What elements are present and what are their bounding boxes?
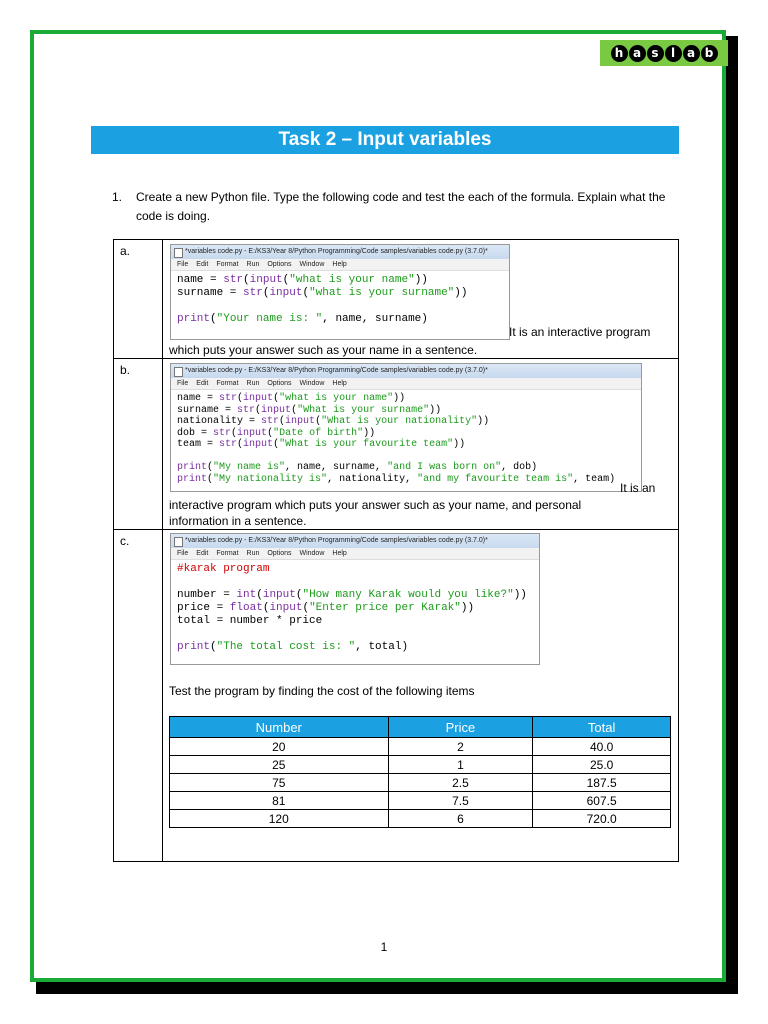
cell-price: 2 bbox=[388, 738, 533, 756]
window-titlebar bbox=[171, 534, 539, 548]
menu-run: Run bbox=[246, 550, 260, 557]
cell-number: 20 bbox=[170, 738, 389, 756]
menu-help: Help bbox=[332, 261, 347, 268]
menu-bar bbox=[171, 548, 539, 560]
menu-options: Options bbox=[267, 550, 292, 557]
table-row bbox=[170, 738, 671, 756]
cell-number: 75 bbox=[170, 774, 389, 792]
menu-bar bbox=[171, 378, 641, 390]
table-header-row bbox=[170, 717, 671, 738]
cell-total: 25.0 bbox=[533, 756, 671, 774]
menu-format: Format bbox=[216, 380, 239, 387]
logo-letter: l bbox=[665, 45, 682, 62]
answer-a-line: which puts your answer such as your name in a sentence. bbox=[169, 343, 478, 357]
table-row bbox=[170, 810, 671, 828]
instruction-text: Create a new Python file. Type the following code and test the each of the formula. Explain what the code is doing. bbox=[136, 190, 666, 223]
header-price: Price bbox=[388, 717, 533, 738]
answer-b-line1: interactive program which puts your answer such as your name, and personal bbox=[169, 498, 582, 512]
cell-price: 6 bbox=[388, 810, 533, 828]
menu-format: Format bbox=[216, 261, 239, 268]
instruction-number: 1. bbox=[112, 190, 123, 204]
haslab-logo bbox=[600, 40, 728, 66]
section-c-prompt: Test the program by finding the cost of the following items bbox=[169, 684, 475, 698]
file-icon bbox=[174, 367, 183, 377]
task-title: Task 2 – Input variables bbox=[91, 126, 679, 154]
menu-edit: Edit bbox=[196, 261, 209, 268]
menu-run: Run bbox=[246, 380, 260, 387]
cell-number: 81 bbox=[170, 792, 389, 810]
menu-file: File bbox=[177, 550, 189, 557]
cell-price: 2.5 bbox=[388, 774, 533, 792]
answer-b-line2: information in a sentence. bbox=[169, 514, 307, 528]
answer-a-inline: It is an interactive program bbox=[509, 325, 651, 339]
page-number: 1 bbox=[380, 940, 388, 954]
code-block: #karak program number = int(input("How many Karak would you like?")) price = float(input("Enter price per Karak")) total = number * price print("The total cost is: ", total) bbox=[177, 563, 527, 653]
window-titlebar bbox=[171, 364, 641, 378]
cell-total: 607.5 bbox=[533, 792, 671, 810]
menu-window: Window bbox=[299, 380, 325, 387]
logo-letter: h bbox=[611, 45, 628, 62]
window-title: *variables code.py - E:/KS3/Year 8/Python Programming/Code samples/variables code.py (3.7.0)* bbox=[185, 537, 488, 544]
menu-format: Format bbox=[216, 550, 239, 557]
window-title: *variables code.py - E:/KS3/Year 8/Python Programming/Code samples/variables code.py (3.7.0)* bbox=[185, 248, 488, 255]
answer-b-inline: It is an bbox=[620, 481, 656, 495]
cell-number: 120 bbox=[170, 810, 389, 828]
logo-letter: a bbox=[629, 45, 646, 62]
logo-letter: b bbox=[701, 45, 718, 62]
table-row bbox=[170, 792, 671, 810]
code-block: name = str(input("what is your name")) surname = str(input("what is your surname")) print("Your name is: ", name, surname) bbox=[177, 274, 468, 325]
cell-total: 187.5 bbox=[533, 774, 671, 792]
menu-edit: Edit bbox=[196, 380, 209, 387]
menu-help: Help bbox=[332, 380, 347, 387]
menu-edit: Edit bbox=[196, 550, 209, 557]
code-block: name = str(input("what is your name")) surname = str(input("What is your surname")) nationality = str(input("What is your nationality")) dob = str(input("Date of birth")) team = str(input("What is your favourite team")) print("My name is", name, surname, "and I was born on", dob) print("My nationality is", nationality, "and my favourite team is", team) bbox=[177, 393, 616, 485]
code-screenshot-b bbox=[170, 363, 642, 492]
file-icon bbox=[174, 537, 183, 547]
cell-total: 720.0 bbox=[533, 810, 671, 828]
header-number: Number bbox=[170, 717, 389, 738]
table-row bbox=[170, 756, 671, 774]
code-screenshot-c bbox=[170, 533, 540, 665]
menu-help: Help bbox=[332, 550, 347, 557]
cell-total: 40.0 bbox=[533, 738, 671, 756]
window-titlebar bbox=[171, 245, 509, 259]
menu-options: Options bbox=[267, 261, 292, 268]
price-table bbox=[169, 716, 671, 828]
cell-price: 1 bbox=[388, 756, 533, 774]
menu-options: Options bbox=[267, 380, 292, 387]
header-total: Total bbox=[533, 717, 671, 738]
cell-price: 7.5 bbox=[388, 792, 533, 810]
menu-bar bbox=[171, 259, 509, 271]
logo-letter: a bbox=[683, 45, 700, 62]
menu-file: File bbox=[177, 261, 189, 268]
code-screenshot-a bbox=[170, 244, 510, 340]
cell-number: 25 bbox=[170, 756, 389, 774]
logo-letter: s bbox=[647, 45, 664, 62]
menu-window: Window bbox=[299, 550, 325, 557]
row-label: b. bbox=[120, 363, 131, 377]
window-title: *variables code.py - E:/KS3/Year 8/Python Programming/Code samples/variables code.py (3.7.0)* bbox=[185, 367, 488, 374]
row-label: a. bbox=[120, 244, 131, 258]
menu-window: Window bbox=[299, 261, 325, 268]
instruction bbox=[112, 188, 672, 226]
menu-run: Run bbox=[246, 261, 260, 268]
file-icon bbox=[174, 248, 183, 258]
table-row bbox=[170, 774, 671, 792]
row-label: c. bbox=[120, 534, 130, 548]
menu-file: File bbox=[177, 380, 189, 387]
